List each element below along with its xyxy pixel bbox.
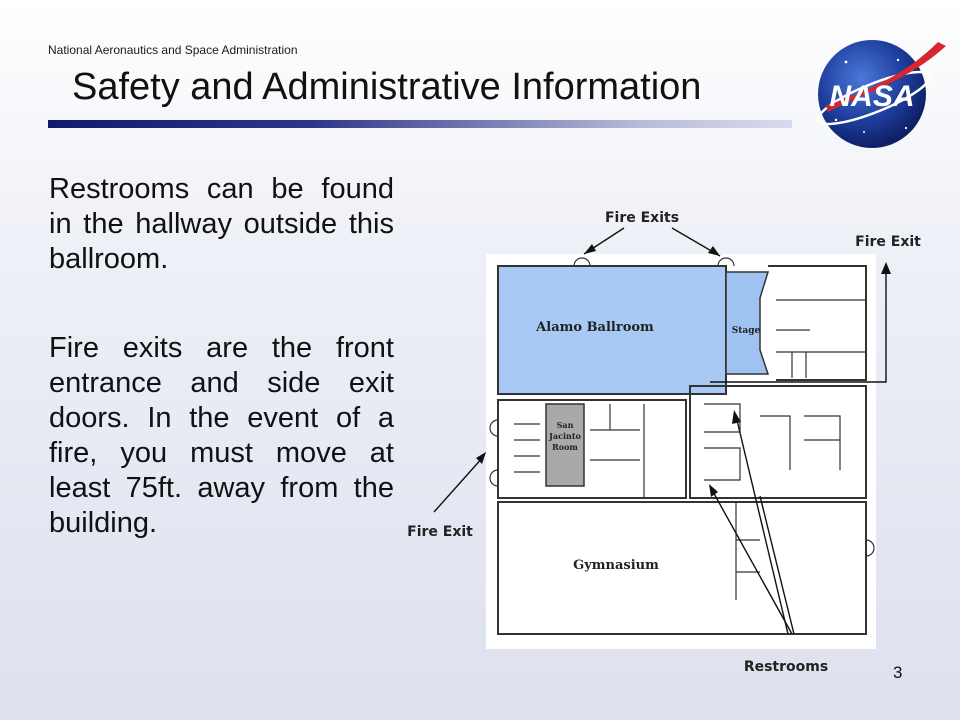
fire-exit-right-label: Fire Exit <box>855 234 921 250</box>
slide-title: Safety and Administrative Information <box>72 66 702 108</box>
san-jacinto-label-line3: Room <box>552 442 578 452</box>
agency-name: National Aeronautics and Space Administration <box>48 43 298 57</box>
san-jacinto-label-line1: San <box>556 420 574 430</box>
fire-exits-paragraph: Fire exits are the front entrance and side exit doors. In the event of a fire, you must move at least 75ft. away from the building. <box>49 332 394 539</box>
san-jacinto-label-line2: Jacinto <box>549 431 581 441</box>
nasa-logo-text: NASA <box>829 80 915 113</box>
restrooms-paragraph: Restrooms can be found in the hallway outside this ballroom. <box>49 173 394 275</box>
fire-exit-left-label: Fire Exit <box>407 524 473 540</box>
stage-label: Stage <box>731 326 761 336</box>
gymnasium-label: Gymnasium <box>573 558 659 573</box>
fire-exit-lower-arrow <box>434 456 484 512</box>
fire-exits-top-label: Fire Exits <box>604 210 680 226</box>
arrowhead-icon <box>881 262 891 274</box>
arrowhead-icon <box>476 452 486 464</box>
page-number: 3 <box>893 663 903 682</box>
alamo-ballroom-label: Alamo Ballroom <box>536 320 654 335</box>
arrowhead-icon <box>584 244 596 254</box>
restrooms-label: Restrooms <box>743 659 829 675</box>
